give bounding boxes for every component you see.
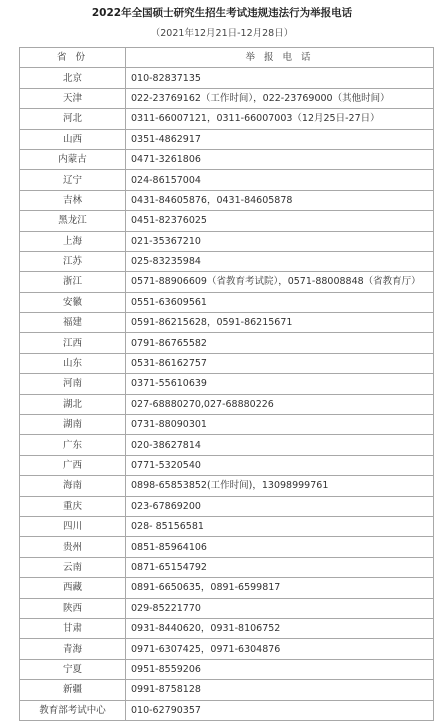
table-body xyxy=(20,68,434,721)
table-row xyxy=(20,190,434,210)
phone-cell: 0731-88090301 xyxy=(126,415,434,435)
region-cell: 广西 xyxy=(20,455,126,475)
region-cell: 湖南 xyxy=(20,415,126,435)
region-cell: 吉林 xyxy=(20,190,126,210)
region-cell: 天津 xyxy=(20,88,126,108)
table-row xyxy=(20,435,434,455)
region-cell: 辽宁 xyxy=(20,170,126,190)
table-row xyxy=(20,109,434,129)
phone-cell: 010-82837135 xyxy=(126,68,434,88)
table-row xyxy=(20,659,434,679)
phone-cell: 0531-86162757 xyxy=(126,353,434,373)
table-row xyxy=(20,211,434,231)
phone-cell: 023-67869200 xyxy=(126,496,434,516)
region-cell: 陕西 xyxy=(20,598,126,618)
phone-cell: 0991-8758128 xyxy=(126,680,434,700)
region-cell: 海南 xyxy=(20,476,126,496)
region-cell: 江西 xyxy=(20,333,126,353)
phone-cell: 0431-84605876，0431-84605878 xyxy=(126,190,434,210)
phone-cell: 028- 85156581 xyxy=(126,516,434,536)
table-header-row xyxy=(20,48,434,68)
region-cell: 内蒙古 xyxy=(20,149,126,169)
table-row xyxy=(20,639,434,659)
table-row xyxy=(20,129,434,149)
header-region: 省 份 xyxy=(20,48,126,68)
region-cell: 湖北 xyxy=(20,394,126,414)
phone-cell: 0871-65154792 xyxy=(126,557,434,577)
region-cell: 教育部考试中心 xyxy=(20,700,126,720)
region-cell: 北京 xyxy=(20,68,126,88)
phone-cell: 0471-3261806 xyxy=(126,149,434,169)
phone-cell: 0951-8559206 xyxy=(126,659,434,679)
table-row xyxy=(20,251,434,271)
phone-cell: 0791-86765582 xyxy=(126,333,434,353)
table-row xyxy=(20,292,434,312)
document-title: 2022年全国硕士研究生招生考试违规违法行为举报电话 xyxy=(91,7,353,19)
region-cell: 河南 xyxy=(20,374,126,394)
table-row xyxy=(20,537,434,557)
phone-cell: 0931-8440620，0931-8106752 xyxy=(126,618,434,638)
phone-cell: 0351-4862917 xyxy=(126,129,434,149)
phone-cell: 0898-65853852(工作时间)，13098999761 xyxy=(126,476,434,496)
table-row xyxy=(20,170,434,190)
region-cell: 贵州 xyxy=(20,537,126,557)
table-row xyxy=(20,496,434,516)
table-row xyxy=(20,680,434,700)
region-cell: 西藏 xyxy=(20,578,126,598)
phone-cell: 024-86157004 xyxy=(126,170,434,190)
region-cell: 甘肃 xyxy=(20,618,126,638)
phone-cell: 027-68880270,027-68880226 xyxy=(126,394,434,414)
region-cell: 河北 xyxy=(20,109,126,129)
phone-cell: 0311-66007121，0311-66007003（12月25日-27日） xyxy=(126,109,434,129)
region-cell: 山西 xyxy=(20,129,126,149)
region-cell: 四川 xyxy=(20,516,126,536)
phone-cell: 0971-6307425，0971-6304876 xyxy=(126,639,434,659)
phone-cell: 0591-86215628，0591-86215671 xyxy=(126,313,434,333)
phone-cell: 022-23769162（工作时间），022-23769000（其他时间） xyxy=(126,88,434,108)
table-row xyxy=(20,578,434,598)
phone-cell: 0551-63609561 xyxy=(126,292,434,312)
table-row xyxy=(20,394,434,414)
table-row xyxy=(20,333,434,353)
region-cell: 青海 xyxy=(20,639,126,659)
region-cell: 广东 xyxy=(20,435,126,455)
table-row xyxy=(20,88,434,108)
table-row xyxy=(20,700,434,720)
region-cell: 安徽 xyxy=(20,292,126,312)
table-row xyxy=(20,476,434,496)
table-row xyxy=(20,415,434,435)
table-row xyxy=(20,557,434,577)
phone-cell: 0771-5320540 xyxy=(126,455,434,475)
region-cell: 新疆 xyxy=(20,680,126,700)
region-cell: 福建 xyxy=(20,313,126,333)
region-cell: 宁夏 xyxy=(20,659,126,679)
phone-cell: 021-35367210 xyxy=(126,231,434,251)
table-row xyxy=(20,68,434,88)
phone-cell: 010-62790357 xyxy=(126,700,434,720)
region-cell: 江苏 xyxy=(20,251,126,271)
phone-cell: 025-83235984 xyxy=(126,251,434,271)
table-row xyxy=(20,272,434,292)
table-row xyxy=(20,353,434,373)
region-cell: 山东 xyxy=(20,353,126,373)
table-row xyxy=(20,455,434,475)
phone-cell: 0891-6650635，0891-6599817 xyxy=(126,578,434,598)
phone-cell: 029-85221770 xyxy=(126,598,434,618)
region-cell: 云南 xyxy=(20,557,126,577)
phone-cell: 020-38627814 xyxy=(126,435,434,455)
header-phone: 举 报 电 话 xyxy=(126,48,434,68)
table-row xyxy=(20,516,434,536)
date-range-subtitle: （2021年12月21日-12月28日） xyxy=(150,28,294,39)
table-row xyxy=(20,231,434,251)
region-cell: 上海 xyxy=(20,231,126,251)
phone-cell: 0571-88906609（省教育考试院），0571-88008848（省教育厅） xyxy=(126,272,434,292)
region-cell: 重庆 xyxy=(20,496,126,516)
phone-cell: 0851-85964106 xyxy=(126,537,434,557)
phone-cell: 0371-55610639 xyxy=(126,374,434,394)
table-row xyxy=(20,598,434,618)
hotline-table xyxy=(19,47,434,721)
region-cell: 黑龙江 xyxy=(20,211,126,231)
region-cell: 浙江 xyxy=(20,272,126,292)
table-row xyxy=(20,618,434,638)
table-row xyxy=(20,149,434,169)
table-row xyxy=(20,374,434,394)
phone-cell: 0451-82376025 xyxy=(126,211,434,231)
table-row xyxy=(20,313,434,333)
